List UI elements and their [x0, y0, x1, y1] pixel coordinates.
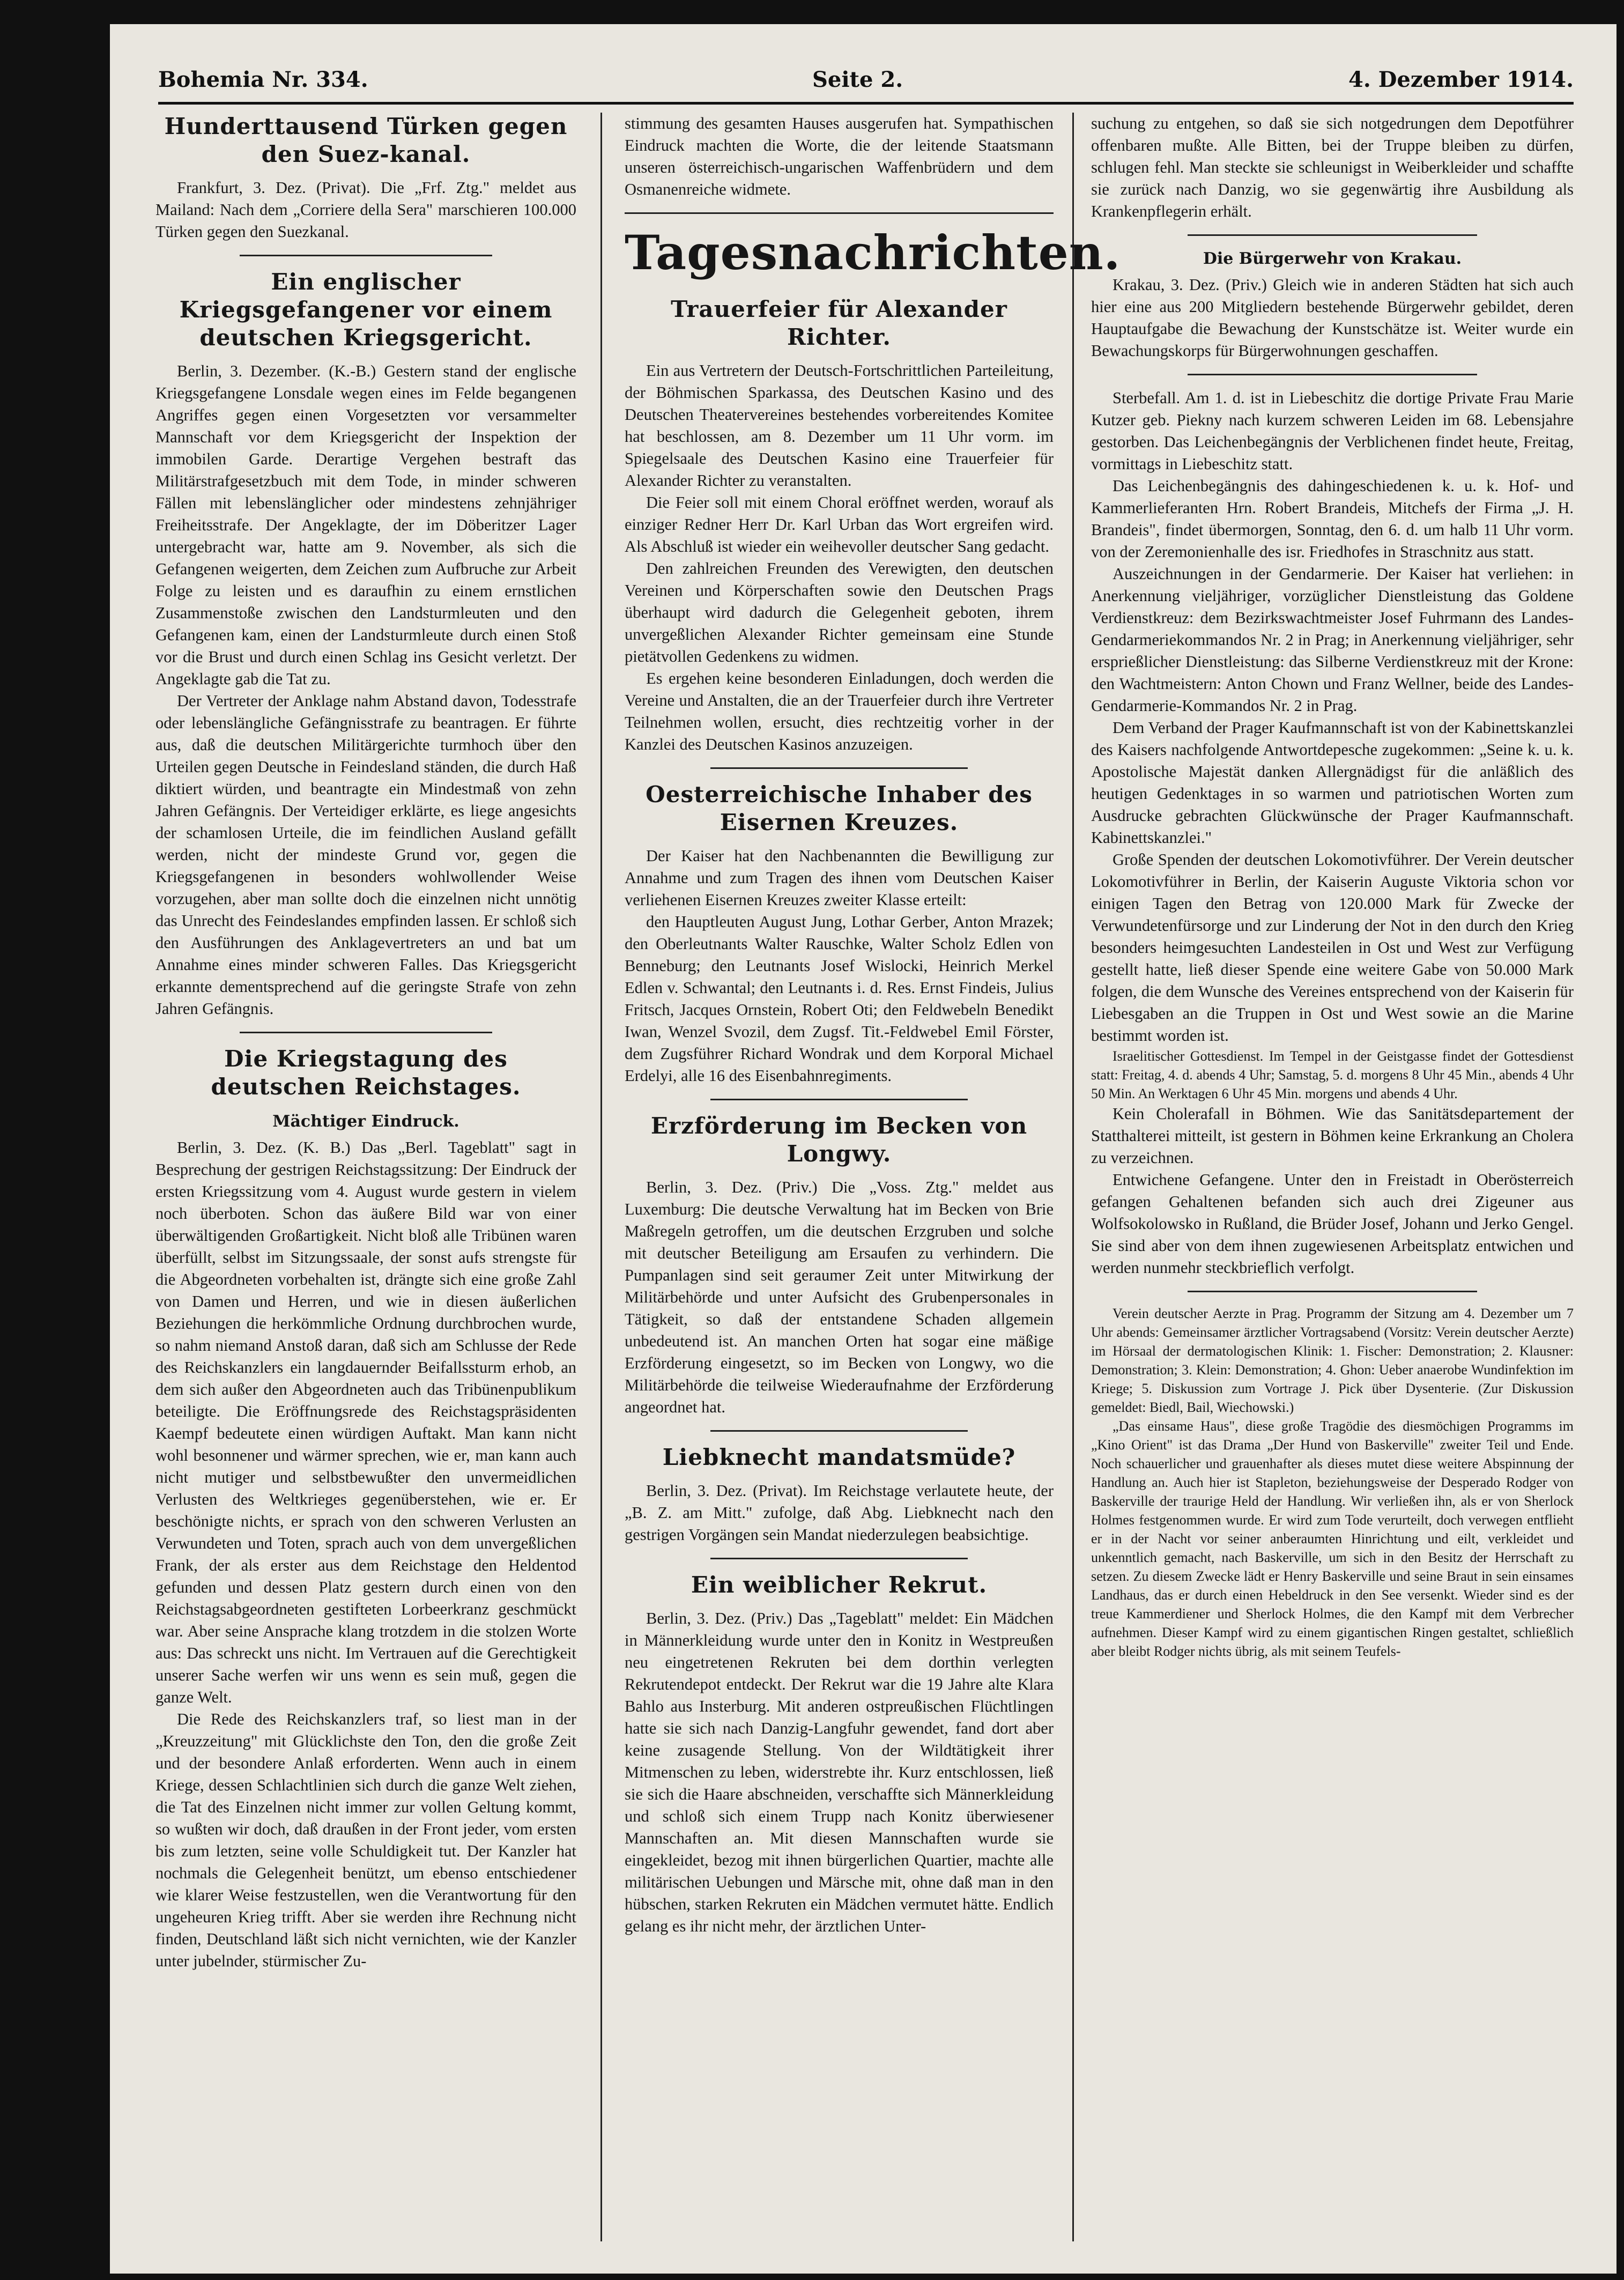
article-text: Berlin, 3. Dez. (K. B.) Das „Berl. Tageblatt" sagt in Besprechung der gestrigen Reichstagssitzung: Der Eindruck der ersten Kriegssitzung vom 4. August wurde gestern in vielem noch überboten. Schon das äußere Bild war von einer überwältigenden Großartigkeit. Nicht bloß alle Tribünen waren überfüllt, selbst im Sitzungssaale, der sonst aufs strengste für die Abgeordneten vorbehalten ist, drängte sich eine große Zahl von Damen und Herren, und wie in diesen äußerlichen Beziehungen die herkömmliche Ordnung durchbrochen wurde, so nahm niemand Anstoß daran, daß sich am Schlusse der Rede des Reichskanzlers ein langdauernder Beifallssturm erhob, an dem sich außer den Abgeordneten auch das Tribünenpublikum beteiligte. Die Eröffnungsrede des Reichstagspräsidenten Kaempf bedeutete einen würdigen Auftakt. Man kann nicht wohl besonnener und wärmer sprechen, wie er, man kann auch nicht mutiger und selbstbewußter den unvermeidlichen Verlusten des Weltkrieges gegenüberstehen, wie er. Er beschönigte nichts, er sprach von den schweren Verlusten an Verwundeten und Toten, sprach auch von dem unvergeßlichen Frank, der als erster aus dem Reichstage den Heldentod gefunden und dessen Platz gestern durch einen von den Reichstagsabgeordneten gestifteten Lorbeerkranz geschmückt war. Aber seine Ansprache klang trotzdem in die stolzen Worte aus: Das schreckt uns nicht. Im Vertrauen auf die Gerechtigkeit unserer Sache werfen wir uns wenn es sein muß, gegen die ganze Welt. [155, 1138, 576, 1706]
article-text: Krakau, 3. Dez. (Priv.) Gleich wie in anderen Städten hat sich auch hier eine aus 200 Mitgliedern bestehende Bürgerwehr gebildet, deren Hauptaufgabe die Bewachung der Kunstschätze ist. Weiter wurde ein Bewachungskorps für Bürgerwohnungen geschaffen. [1091, 276, 1574, 360]
article-text: den Hauptleuten August Jung, Lothar Gerber, Anton Mrazek; den Oberleutnants Walter Rauschke, Walter Scholz Edlen von Benneburg; den Leutnants Josef Wislocki, Heinrich Merkel Edlen v. Schwantal; den Leutnants i. d. Res. Ernst Findeis, Julius Fritsch, Jacques Ornstein, Robert Oti; den Feldwebeln Benedikt Iwan, Wenzel Svozil, dem Zugsf. Tit.-Feldwebel Emil Förster, dem Zugsführer Richard Wondrak und dem Korporal Michael Erdelyi, alle 16 des Eisenbahnregiments. [625, 913, 1054, 1085]
page-header [158, 67, 1574, 105]
issue-label: Bohemia Nr. 334. [158, 67, 368, 92]
news-item: Auszeichnungen in der Gendarmerie. Der Kaiser hat verliehen: in Anerkennung vieljähriger, vorzüglicher Dienstleistung das Goldene Verdienstkreuz: dem Bezirkswachtmeister Josef Fuhrmann des Landes-Gendarmeriekommandos Nr. 2 in Prag; in Anerkennung vieljähriger, sehr ersprießlicher Dienstleistung: das Silberne Verdienstkreuz mit der Krone: den Wachtmeistern: Anton Chown und Franz Wellner, beide des Landes-Gendarmerie-Kommandos Nr. 2 in Prag. [1091, 565, 1574, 715]
divider [710, 767, 968, 769]
news-item: Sterbefall. Am 1. d. ist in Liebeschitz die dortige Private Frau Marie Kutzer geb. Piekny nach kurzem schweren Leiden im 68. Lebensjahre gestorben. Das Leichenbegängnis der Verblichenen findet heute, Freitag, vormittags in Liebeschitz statt. [1091, 389, 1574, 473]
article-title: Oesterreichische Inhaber des Eisernen Kreuzes. [646, 781, 1033, 835]
news-item: Israelitischer Gottesdienst. Im Tempel in der Geistgasse findet der Gottesdienst statt: Freitag, 4. d. abends 4 Uhr; Samstag, 5. d. morgens 8 Uhr 45 Min., abends 4 Uhr 50 Min. An Werktagen 6 Uhr 45 Min. morgens und abends 4 Uhr. [1091, 1048, 1574, 1101]
divider [710, 1558, 968, 1559]
article-text: suchung zu entgehen, so daß sie sich notgedrungen dem Depotführer offenbaren mußte. Alle Bitten, bei der Truppe bleiben zu dürfen, schlugen fehl. Man steckte sie schleunigst in Weiberkleider und schaffte sie zurück nach Danzig, wo sie gegenwärtig ihre Ausbildung als Krankenpflegerin erhält. [1091, 114, 1574, 220]
article-title: Hunderttausend Türken gegen den Suez-kanal. [164, 113, 568, 167]
divider [1188, 1291, 1477, 1292]
article-title: Trauerfeier für Alexander Richter. [671, 296, 1007, 350]
article-text: stimmung des gesamten Hauses ausgerufen hat. Sympathischen Eindruck machten die Worte, die der leitende Staatsmann unseren österreichisch-ungarischen Waffenbrüdern und dem Osmanenreiche widmete. [625, 114, 1054, 198]
news-item: Verein deutscher Aerzte in Prag. Programm der Sitzung am 4. Dezember um 7 Uhr abends: Gemeinsamer ärztlicher Vortragsabend (Vorsitz: Verein deutscher Aerzte) im Hörsaal der dermatologischen Klinik: 1. Fischer: Demonstration; 2. Klausner: Demonstration; 3. Klein: Demonstration; 4. Ghon: Ueber anaerobe Wundinfektion im Kriege; 5. Diskussion zum Vortrage J. Pick über Dysenterie. (Zur Diskussion gemeldet: Biedl, Bail, Wiechowski.) [1091, 1306, 1574, 1415]
divider [710, 1099, 968, 1100]
article-text: Der Kaiser hat den Nachbenannten die Bewilligung zur Annahme und zum Tragen des ihnen vom Deutschen Kaiser verliehenen Eisernen Kreuzes zweiter Klasse erteilt: [625, 847, 1054, 909]
issue-date: 4. Dezember 1914. [1348, 67, 1574, 92]
article-title: Die Bürgerwehr von Krakau. [1203, 249, 1462, 268]
news-item: Das Leichenbegängnis des dahingeschiedenen k. u. k. Hof- und Kammerlieferanten Hrn. Robert Brandeis, Mitchefs der Firma „J. H. Brandeis", findet übermorgen, Sonntag, den 6. d. um halb 11 Uhr vorm. von der Zeremonienhalle des isr. Friedhofes in Straschnitz aus statt. [1091, 477, 1574, 561]
column-2 [625, 113, 1121, 2241]
page-number: Seite 2. [812, 67, 903, 92]
column-3 [1091, 113, 1574, 2241]
article-text: Berlin, 3. Dezember. (K.-B.) Gestern stand der englische Kriegsgefangene Lonsdale wegen eines im Felde begangenen Angriffes gegen einen Vorgesetzten vor versammelter Mannschaft vor dem Kriegsgericht der Inspektion der immobilen Garde. Derartige Vergehen bestraft das Militärstrafgesetzbuch mit dem Tode, in minder schweren Fällen mit lebenslänglicher oder mindestens zehnjähriger Freiheitsstrafe. Der Angeklagte, der im Döberitzer Lager untergebracht war, hatte am 9. November, als sich die Gefangenen weigerten, dem Zeichen zum Aufbruche zur Arbeit Folge zu leisten und es daraufhin zu einem ernstlichen Zusammenstoße zwischen den Landsturmleuten und den Gefangenen kam, einen der Landsturmleute durch einen Stoß vor die Brust und durch einen Schlag ins Gesicht verletzt. Der Angeklagte gab die Tat zu. [155, 362, 576, 688]
column-rule-1 [600, 113, 602, 2241]
article-text: Berlin, 3. Dez. (Priv.) Die „Voss. Ztg." meldet aus Luxemburg: Die deutsche Verwaltung hat im Becken von Brie Maßregeln getroffen, um die deutschen Erzgruben und solche mit deutscher Beteiligung am Ersaufen zu verhindern. Die Pumpanlagen sind seit geraumer Zeit unter Mitwirkung der Militärbehörde und unter Aufsicht des Grubenpersonales in Tätigkeit, so daß der entstandene Schaden allgemein unbedeutend ist. An manchen Orten hat sogar eine mäßige Erzförderung eingesetzt, so im Becken von Longwy, wo die Militärbehörde die teilweise Wiederaufnahme der Erzförderung angeordnet hat. [625, 1178, 1054, 1416]
news-item: Entwichene Gefangene. Unter den in Freistadt in Oberösterreich gefangen Gehaltenen befanden sich auch drei Zigeuner aus Wolfsokolowsko in Rußland, die Brüder Josef, Johann und Jerko Gengel. Sie sind aber von dem ihnen zugewiesenen Arbeitsplatz entwichen und werden nunmehr steckbrieflich verfolgt. [1091, 1171, 1574, 1277]
divider [240, 255, 492, 256]
divider [710, 1430, 968, 1432]
article-text: Der Vertreter der Anklage nahm Abstand davon, Todesstrafe oder lebenslängliche Gefängnisstrafe zu beantragen. Er führte aus, daß die deutschen Militärgerichte turmhoch über den Urteilen gegen Deutsche in Feindesland ständen, die durch Haß diktiert würden, und beantragte ein Mindestmaß von zehn Jahren Gefängnis. Der Verteidiger erklärte, es liege angesichts der schamlosen Urteile, die im feindlichen Ausland gefällt werden, nicht der mindeste Grund vor, gegen die Kriegsgefangenen in besonders wohlwollender Weise vorzugehen, aber man sollte doch die einzelnen nicht unnötig das Unrecht des Feindeslandes empfinden lassen. Er schloß sich den Ausführungen des Anklagevertreters an und bat um Annahme eines minder schweren Falles. Das Kriegsgericht erkannte dementsprechend auf die geringste Strafe von zehn Jahren Gefängnis. [155, 692, 576, 1018]
divider [1188, 234, 1477, 236]
column-1 [155, 113, 576, 2241]
column-rule-2 [1072, 113, 1074, 2241]
article-title: Ein englischer Kriegsgefangener vor einem deutschen Kriegsgericht. [179, 269, 553, 351]
article-title: Liebknecht mandatsmüde? [662, 1444, 1016, 1470]
article-subtitle: Mächtiger Eindruck. [272, 1112, 459, 1131]
article-text: Den zahlreichen Freunden des Verewigten, den deutschen Vereinen und Körperschaften sowie den Deutschen Prags überhaupt wird dadurch die Gelegenheit geboten, ihrem unvergeßlichen Alexander Richter gemeinsam eine Stunde pietätvollen Gedenkens zu widmen. [625, 559, 1054, 665]
article-text: Frankfurt, 3. Dez. (Privat). Die „Frf. Ztg." meldet aus Mailand: Nach dem „Corriere della Sera" marschieren 100.000 Türken gegen den Suezkanal. [155, 179, 576, 241]
article-text: Die Rede des Reichskanzlers traf, so liest man in der „Kreuzzeitung" mit Glücklichste den Ton, den die große Zeit und der besondere Anlaß erforderten. Wenn auch in einem Kriege, dessen Schlachtlinien sich durch die ganze Welt ziehen, die Tat des Einzelnen nicht immer zur vollen Geltung kommt, so wußten wir doch, daß draußen in der Front jeder, vom ersten bis zum letzten, seine volle Schuldigkeit tut. Der Kanzler hat nochmals die Gelegenheit benützt, um ebenso entschiedener wie klarer Weise festzustellen, wen die Verantwortung für den ungeheuren Krieg trifft. Aber sie werden ihre Rechnung nicht finden, Deutschland läßt sich nicht vernichten, wie der Kanzler unter jubelnder, stürmischer Zu- [155, 1710, 576, 1970]
article-text: Berlin, 3. Dez. (Priv.) Das „Tageblatt" meldet: Ein Mädchen in Männerkleidung wurde unter den in Konitz in Westpreußen neu eingetretenen Rekruten bei dem dorthin verlegten Rekrutendepot entdeckt. Der Rekrut war die 19 Jahre alte Klara Bahlo aus Insterburg. Mit anderen ostpreußischen Flüchtlingen hatte sie sich nach Danzig-Langfuhr gewendet, fand dort aber keine zusagende Stellung. Von der Wildtätigkeit ihrer Mitmenschen zu leben, widerstrebte ihr. Kurz entschlossen, ließ sie sich die Haare abschneiden, verschaffte sich Männerkleidung und schloß sich einem Trupp nach Konitz überwiesener Mannschaften an. Mit diesen Mannschaften wurde sie eingekleidet, bezog mit ihnen bürgerlichen Quartier, machte alle militärischen Uebungen und Märsche mit, ohne daß man in den hübschen, starken Rekruten ein Mädchen vermutet hätte. Endlich gelang es ihr nicht mehr, der ärztlichen Unter- [625, 1609, 1054, 1935]
section-title: Tagesnachrichten. [625, 225, 1121, 280]
article-text: Die Feier soll mit einem Choral eröffnet werden, worauf als einziger Redner Herr Dr. Karl Urban das Wort ergreifen wird. Als Abschluß ist wieder ein weihevoller deutscher Sang gedacht. [625, 493, 1054, 556]
article-title: Ein weiblicher Rekrut. [691, 1572, 988, 1598]
article-title: Die Kriegstagung des deutschen Reichstages. [211, 1046, 521, 1100]
divider [625, 212, 1054, 214]
news-item: Dem Verband der Prager Kaufmannschaft ist von der Kabinettskanzlei des Kaisers nachfolgende Antwortdepesche zugekommen: „Seine k. u. k. Apostolische Majestät danken Allergnädigst für die anläßlich des heutigen Gedenktages in so warmen und patriotischen Worten zum Ausdrucke gebrachten Glückwünsche der Prager Kaufmannschaft. Kabinettskanzlei." [1091, 719, 1574, 847]
header-rule [158, 102, 1574, 105]
divider [240, 1032, 492, 1033]
news-item: „Das einsame Haus", diese große Tragödie des diesmöchigen Programms im „Kino Orient" ist das Drama „Der Hund von Baskerville" zweiter Teil und Ende. Noch schauerlicher und grauenhafter als dieses mutet diese weitere Abspinnung der Handlung an. Auch hier ist Stapleton, beziehungsweise der Desperado Rodger von Baskerville der traurige Held der Handlung. Wir verließen ihn, als er von Sherlock Holmes festgenommen wurde. Er wird zum Tode verurteilt, doch verwegen entflieht er in der Nacht vor seiner anberaumten Hinrichtung und eilt, verkleidet und unkenntlich gemacht, nach Baskerville, um sich in den Besitz der Herrschaft zu setzen. Zu diesem Zwecke lädt er Henry Baskerville und seine Braut in sein einsames Landhaus, das er durch einen Hebeldruck in den See versenkt. Wieder sind es der treue Kammerdiener und Sherlock Holmes, die den Kampf mit dem Verbrecher aufnehmen. Dieser Kampf wird zu einem gigantischen Ringen gestaltet, schließlich aber bleibt Rodger nichts übrig, als mit seinem Teufels- [1091, 1418, 1574, 1659]
article-text: Ein aus Vertretern der Deutsch-Fortschrittlichen Parteileitung, der Böhmischen Sparkassa, des Deutschen Kasino und des Deutschen Theatervereines bestehendes vorbereitendes Komitee hat beschlossen, am 8. Dezember um 11 Uhr vorm. im Spiegelsaale des Deutschen Kasino eine Trauerfeier für Alexander Richter zu veranstalten. [625, 361, 1054, 490]
divider [1188, 374, 1477, 375]
article-text: Es ergehen keine besonderen Einladungen, doch werden die Vereine und Anstalten, die an der Trauerfeier durch ihre Vertreter Teilnehmen wollen, ersucht, dies rechtzeitig vorher in der Kanzlei des Deutschen Kasinos anzuzeigen. [625, 669, 1054, 753]
newspaper-page [110, 24, 1616, 2274]
article-text: Berlin, 3. Dez. (Privat). Im Reichstage verlautete heute, der „B. Z. am Mitt." zufolge, daß Abg. Liebknecht nach den gestrigen Vorgängen sein Mandat niederzulegen beabsichtige. [625, 1482, 1054, 1544]
news-item: Kein Cholerafall in Böhmen. Wie das Sanitätsdepartement der Statthalterei mitteilt, ist gestern in Böhmen keine Erkrankung an Cholera zu verzeichnen. [1091, 1105, 1574, 1167]
news-item: Große Spenden der deutschen Lokomotivführer. Der Verein deutscher Lokomotivführer in Berlin, der Kaiserin Auguste Viktoria schon vor einigen Tagen den Betrag von 120.000 Mark für Zwecke der Verwundetenfürsorge und zur Linderung der Not in den durch den Krieg besonders heimgesuchten Landesteilen in Ost und West zur Verfügung gestellt hatte, ließ dieser Spende eine weitere Gabe von 50.000 Mark folgen, die dem Wunsche des Vereines entsprechend von der Kaiserin für Liebesgaben an die Truppen in Ost und West sowie an die Marine bestimmt worden ist. [1091, 850, 1574, 1045]
article-title: Erzförderung im Becken von Longwy. [650, 1113, 1028, 1167]
